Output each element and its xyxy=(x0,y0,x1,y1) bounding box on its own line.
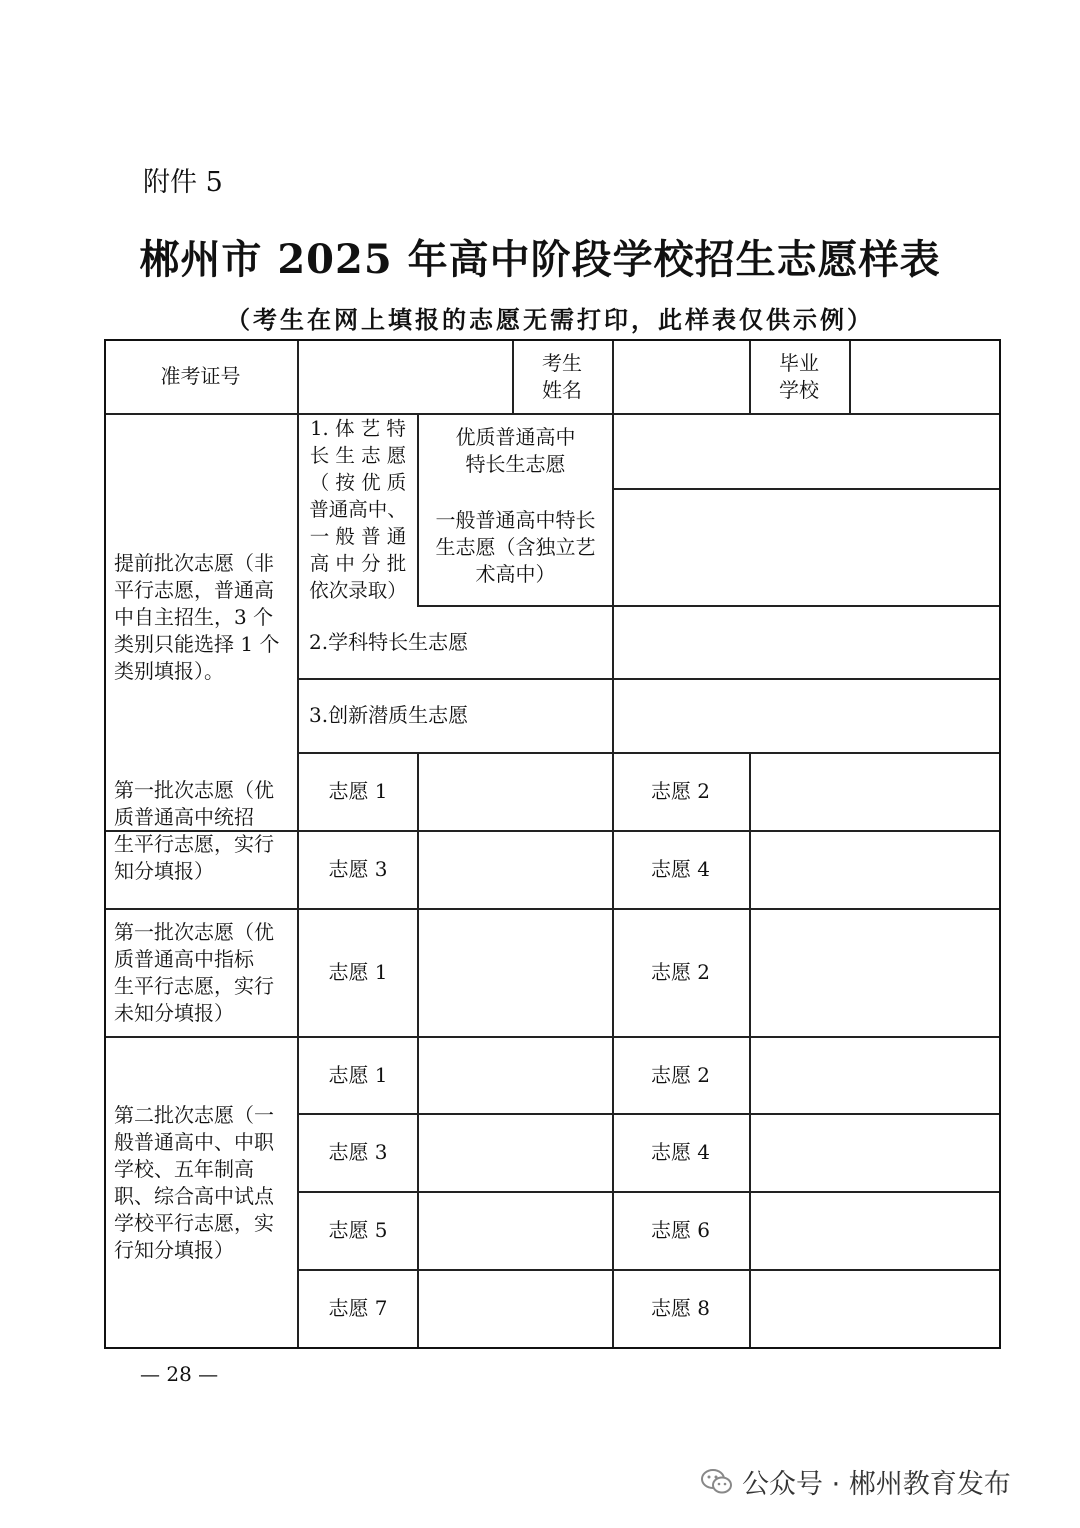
choice-field[interactable] xyxy=(419,1038,612,1112)
general-school-specialty-label: 一般普通高中特长 生志愿（含独立艺 术高中） xyxy=(435,507,596,586)
choice-field[interactable] xyxy=(419,910,612,1035)
innovation-potential-field[interactable] xyxy=(614,680,999,751)
choice-label: 志愿 5 xyxy=(328,1218,388,1242)
page-title: 郴州市 2025 年高中阶段学校招生志愿样表 xyxy=(139,236,941,283)
exam-id-label: 准考证号 xyxy=(160,364,241,388)
choice-label: 志愿 7 xyxy=(328,1296,388,1320)
choice-label: 志愿 3 xyxy=(328,857,388,881)
choice-field[interactable] xyxy=(751,754,999,829)
choice-label: 志愿 1 xyxy=(328,779,388,803)
batch1-unified-label: 第一批次志愿（优 质普通高中统招 生平行志愿，实行 知分填报） xyxy=(114,777,274,883)
choice-label: 志愿 6 xyxy=(650,1218,711,1242)
page-subtitle: （考生在网上填报的志愿无需打印，此样表仅供示例） xyxy=(226,305,874,334)
quality-school-specialty-label: 优质普通高中 特长生志愿 xyxy=(455,425,576,476)
choice-label: 志愿 1 xyxy=(328,960,388,984)
batch2-label: 第二批次志愿（一 般普通高中、中职 学校、五年制高 职、综合高中试点 学校平行志愿，实 行知分填报） xyxy=(114,1103,274,1262)
choice-label: 志愿 2 xyxy=(650,1062,711,1087)
choice-label: 志愿 3 xyxy=(328,1140,388,1164)
graduation-school-field[interactable] xyxy=(851,341,999,413)
choice-field[interactable] xyxy=(751,1271,999,1346)
watermark xyxy=(700,1462,1011,1501)
choice-field[interactable] xyxy=(751,1115,999,1190)
arts-sports-category-label: 1. 体 艺 特 长 生 志 愿 （ 按 优 质 普通高中、 一 般 普 通 高 中 分 批 依次录取） xyxy=(309,417,407,602)
student-name-label: 考生 姓名 xyxy=(542,350,582,402)
choice-field[interactable] xyxy=(751,1193,999,1268)
student-name-field[interactable] xyxy=(614,341,748,413)
choice-label: 志愿 2 xyxy=(650,960,711,984)
choice-field[interactable] xyxy=(751,1038,999,1112)
graduation-school-label: 毕业 学校 xyxy=(779,350,819,402)
general-school-specialty-field[interactable] xyxy=(614,490,999,604)
subject-specialty-label: 2.学科特长生志愿 xyxy=(309,629,469,654)
choice-label: 志愿 4 xyxy=(650,857,711,881)
choice-label: 志愿 4 xyxy=(650,1140,711,1164)
choice-field[interactable] xyxy=(419,832,612,907)
choice-label: 志愿 1 xyxy=(328,1062,388,1087)
batch1-quota-label: 第一批次志愿（优 质普通高中指标 生平行志愿，实行 未知分填报） xyxy=(114,919,274,1025)
innovation-potential-label: 3.创新潜质生志愿 xyxy=(309,703,469,727)
watermark-text: 公众号 · 郴州教育发布 xyxy=(742,1469,1011,1500)
page-number: — 28 — xyxy=(140,1362,219,1386)
choice-label: 志愿 8 xyxy=(650,1296,711,1320)
choice-label: 志愿 2 xyxy=(650,779,711,803)
choice-field[interactable] xyxy=(751,832,999,907)
choice-field[interactable] xyxy=(419,1193,612,1268)
choice-field[interactable] xyxy=(751,910,999,1035)
annex-label: 附件 5 xyxy=(143,167,223,198)
wechat-icon xyxy=(700,1467,734,1497)
exam-id-field[interactable] xyxy=(299,341,511,413)
subject-specialty-field[interactable] xyxy=(614,607,999,677)
quality-school-specialty-field[interactable] xyxy=(614,415,999,487)
choice-field[interactable] xyxy=(419,1115,612,1190)
choice-field[interactable] xyxy=(419,1271,612,1346)
application-form-table xyxy=(104,339,1001,1349)
early-batch-label: 提前批次志愿（非 平行志愿，普通高 中自主招生，3 个 类别只能选择 1 个 类别填报）。 xyxy=(114,550,280,683)
choice-field[interactable] xyxy=(419,754,612,829)
